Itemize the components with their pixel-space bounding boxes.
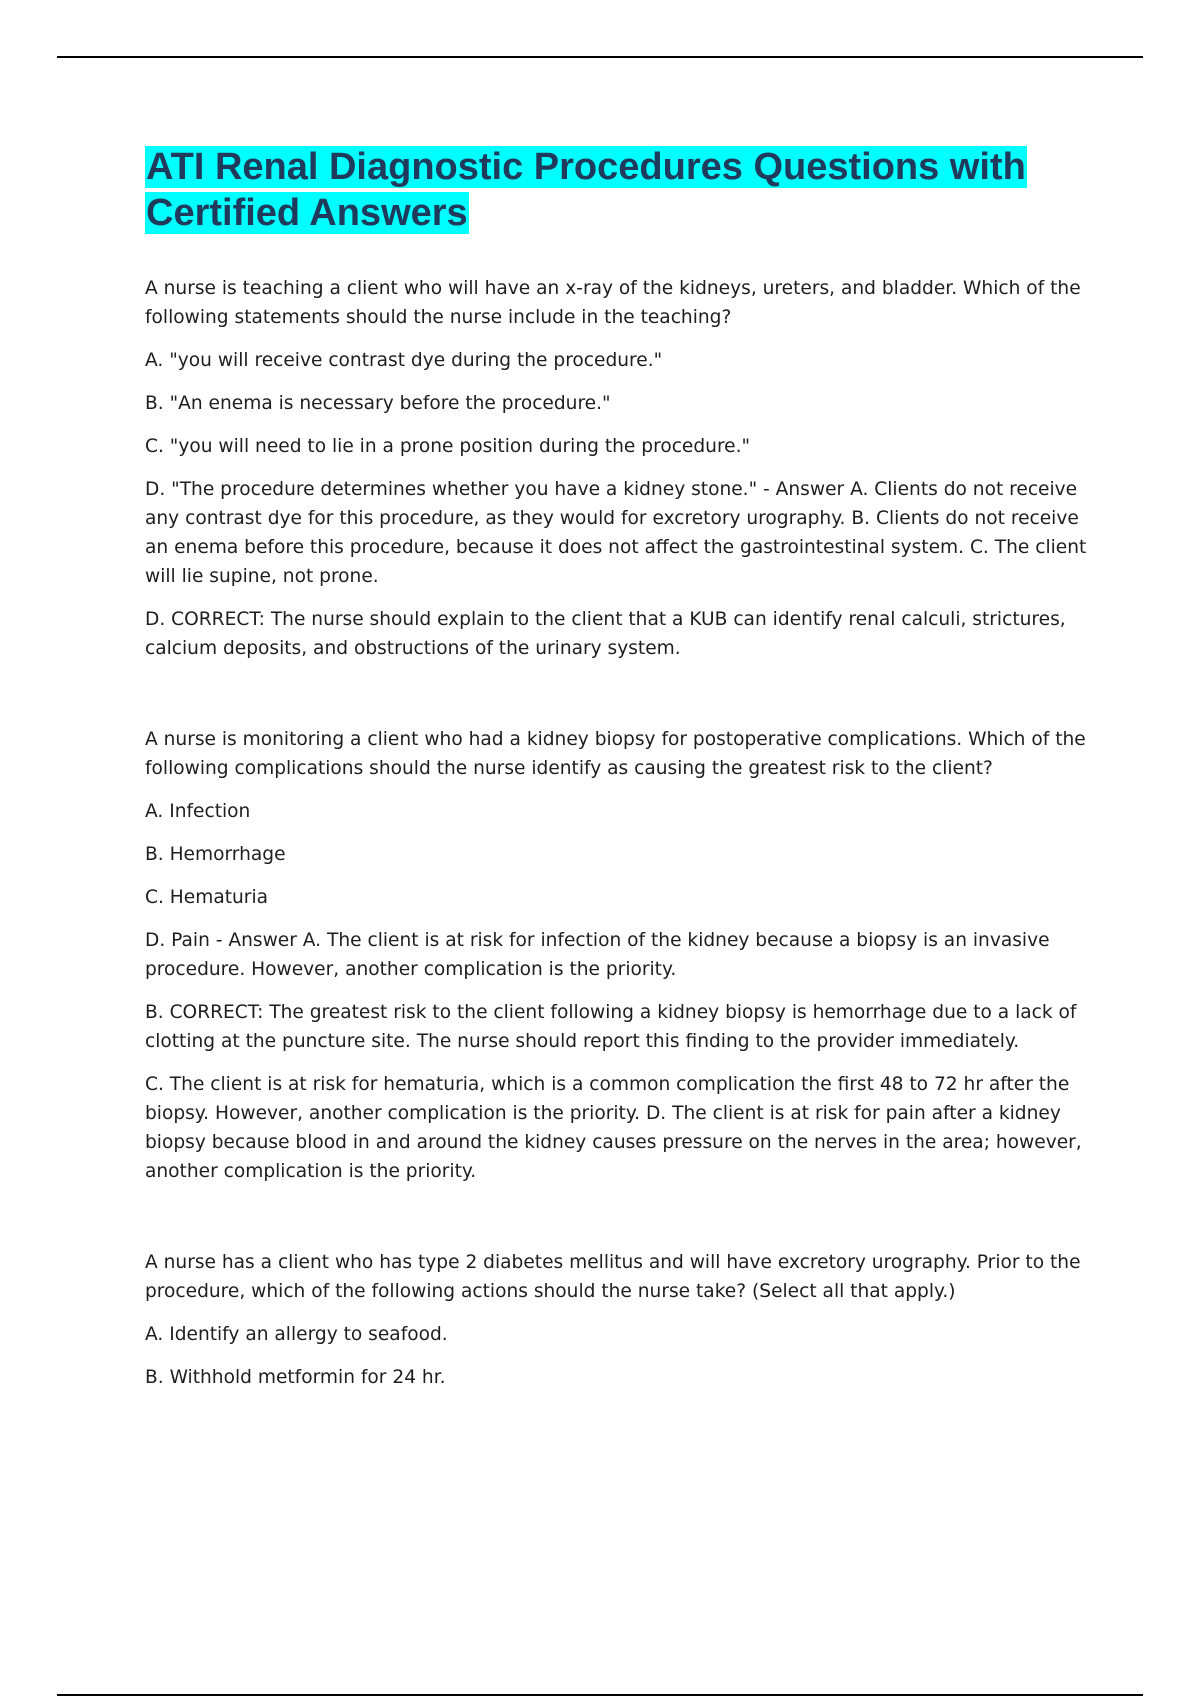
- option-d-with-answer: D. "The procedure determines whether you have a kidney stone." - Answer A. Clients do not receive any contrast dye for this procedure, as they would for excretory urography. B. Clients do not receive an enema before this procedure, because it does not affect the gastrointestinal system. C. The client will lie supine, not prone.: [145, 479, 1087, 587]
- correct-rationale: D. CORRECT: The nurse should explain to the client that a KUB can identify renal calculi, strictures, calcium deposits, and obstructions of the urinary system.: [145, 609, 1066, 659]
- question-stem: A nurse is teaching a client who will have an x-ray of the kidneys, ureters, and bladder. Which of the following statements should the nurse include in the teaching?: [145, 278, 1081, 328]
- page-title-text: ATI Renal Diagnostic Procedures Questions with Certified Answers: [146, 146, 1026, 234]
- option-a: A. Identify an allergy to seafood.: [145, 1324, 448, 1345]
- question-stem: A nurse is monitoring a client who had a kidney biopsy for postoperative complications. Which of the following complications should the nurse identify as causing the greatest risk to the client?: [145, 729, 1086, 779]
- question-1: [145, 274, 1095, 663]
- question-3: [145, 1248, 1095, 1392]
- header-rule: [57, 56, 1143, 58]
- question-stem: A nurse has a client who has type 2 diabetes mellitus and will have excretory urography. Prior to the procedure, which of the following actions should the nurse take? (Select all that apply.): [145, 1252, 1081, 1302]
- correct-rationale: B. CORRECT: The greatest risk to the client following a kidney biopsy is hemorrhage due to a lack of clotting at the puncture site. The nurse should report this finding to the provider immediately.: [145, 1002, 1077, 1052]
- option-c: C. Hematuria: [145, 887, 269, 908]
- option-a: A. "you will receive contrast dye during the procedure.": [145, 350, 663, 371]
- document-body: [145, 144, 1095, 1454]
- additional-rationale: C. The client is at risk for hematuria, which is a common complication the first 48 to 72 hr after the biopsy. However, another complication is the priority. D. The client is at risk for pain after a kidney biopsy because blood in and around the kidney causes pressure on the nerves in the area; however, another complication is the priority.: [145, 1074, 1082, 1182]
- option-c: C. "you will need to lie in a prone position during the procedure.": [145, 436, 751, 457]
- question-2: [145, 725, 1095, 1186]
- option-d-with-answer: D. Pain - Answer A. The client is at risk for infection of the kidney because a biopsy is an invasive procedure. However, another complication is the priority.: [145, 930, 1050, 980]
- footer-rule: [57, 1694, 1143, 1696]
- option-b: B. "An enema is necessary before the procedure.": [145, 393, 611, 414]
- option-b: B. Hemorrhage: [145, 844, 286, 865]
- option-b: B. Withhold metformin for 24 hr.: [145, 1367, 446, 1388]
- option-a: A. Infection: [145, 801, 251, 822]
- page-title: [145, 144, 1095, 236]
